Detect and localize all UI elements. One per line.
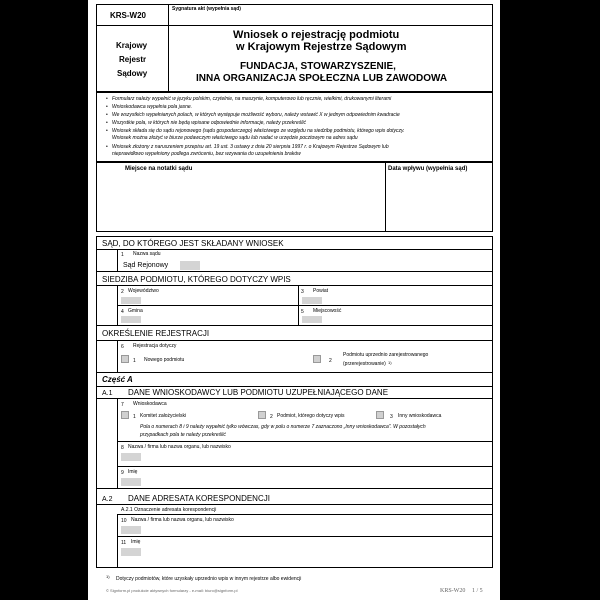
a1-title: DANE WNIOSKODAWCY LUB PODMIOTU UZUPEŁNIAJĄCEGO DANE	[128, 388, 389, 397]
footnote-text: Dotyczy podmiotów, które uzyskały uprzednio wpis w innym rejestrze albo ewidencji	[116, 576, 302, 582]
field-2-label: Województwo	[128, 288, 159, 294]
a1-opt3-num: 3	[390, 414, 393, 420]
court-notes-box	[96, 162, 493, 232]
a1-opt1-label: Komitet założycielski	[140, 413, 187, 419]
registry-line3: Sądowy	[117, 69, 148, 78]
field-3-num: 3	[301, 289, 304, 295]
instruction-8: nieprawidłowo wypełniony podlega zwróceniu, bez wzywania do uzupełnienia braków	[112, 151, 301, 157]
instruction-3: We wszystkich wypełnianych polach, w których występuje możliwość wyboru, należy wstawić X w jednym odpowiednim kwadracie	[112, 112, 400, 118]
a1-code: A.1	[102, 390, 113, 397]
registry-line2: Rejestr	[119, 55, 147, 64]
a1-opt1-num: 1	[133, 414, 136, 420]
part-a-title: Część A	[102, 375, 133, 384]
reg-opt1-label: Nowego podmiotu	[144, 357, 185, 363]
founding-committee-checkbox[interactable]	[121, 411, 129, 419]
applicant-name-input[interactable]	[121, 453, 141, 461]
field-4-num: 4	[121, 309, 124, 315]
reg-opt1-num: 1	[133, 358, 136, 364]
registry-line1: Krajowy	[116, 41, 148, 50]
a2-code: A.2	[102, 496, 113, 503]
a2-subtitle: A.2.1 Oznaczenie adresata korespondencji	[121, 507, 217, 513]
field-1-num: 1	[121, 252, 124, 258]
recipient-name-input[interactable]	[121, 526, 141, 534]
locality-input[interactable]	[302, 316, 322, 323]
instruction-6: Wniosek można złożyć w biurze podawczym właściwego sądu lub nadać w urzędzie pocztowym na adres sądu	[112, 135, 358, 141]
field-6-label: Rejestracja dotyczy	[133, 343, 177, 349]
court-name-input[interactable]	[180, 261, 200, 270]
signature-label: Sygnatura akt (wypełnia sąd)	[172, 6, 241, 12]
a1-opt2-num: 2	[270, 414, 273, 420]
field-9-label: Imię	[128, 469, 138, 475]
form-code: KRS-W20	[110, 11, 147, 20]
field-11-label: Imię	[131, 539, 141, 545]
subtitle-line2: INNA ORGANIZACJA SPOŁECZNA LUB ZAWODOWA	[196, 73, 448, 84]
page-number: 1 / 5	[472, 588, 483, 594]
copyright-text: © Signform.pl produkcie aktywnych formularzy - e-mail: biuro@signform.pl	[106, 588, 238, 593]
entity-checkbox[interactable]	[258, 411, 266, 419]
reg-opt2-num: 2	[329, 358, 332, 364]
court-notes-label: Miejsce na notatki sądu	[125, 166, 193, 172]
a1-opt2-label: Podmiot, którego dotyczy wpis	[277, 413, 345, 419]
field-8-num: 8	[121, 445, 124, 451]
county-input[interactable]	[302, 297, 322, 304]
field-1-label: Nazwa sądu	[133, 251, 161, 257]
section-seat-title: SIEDZIBA PODMIOTU, KTÓREGO DOTYCZY WPIS	[102, 275, 291, 284]
commune-input[interactable]	[121, 316, 141, 323]
field-9-num: 9	[121, 470, 124, 476]
receipt-date-label: Data wpływu (wypełnia sąd)	[388, 166, 468, 172]
instruction-4: Wszystkie pola, w których nie będą wpisane odpowiednie informacje, należy przekreślić	[112, 120, 306, 126]
instruction-5: Wniosek składa się do sądu rejonowego (sądu gospodarczego) właściwego ze względu na siedzibę podmiotu, którego wpis dotyczy.	[112, 128, 405, 134]
field-11-num: 11	[121, 540, 127, 546]
applicant-firstname-input[interactable]	[121, 478, 141, 486]
footer-form-code: KRS-W20	[440, 588, 466, 594]
field-1-value: Sąd Rejonowy	[123, 262, 169, 269]
instruction-1: Formularz należy wypełnić w języku polskim, czytelnie, na maszynie, komputerowo lub ręcznie, wielkimi, drukowanymi literami	[112, 96, 392, 102]
field-5-label: Miejscowość	[313, 308, 342, 314]
field-10-num: 10	[121, 518, 127, 524]
section-registration-title: OKREŚLENIE REJESTRACJI	[102, 329, 210, 338]
new-entity-checkbox[interactable]	[121, 355, 129, 363]
field-3-label: Powiat	[313, 288, 329, 294]
field-7-label: Wnioskodawca	[133, 401, 167, 407]
reregistration-checkbox[interactable]	[313, 355, 321, 363]
footnote-mark: 1)	[106, 574, 110, 579]
title-line2: w Krajowym Rejestrze Sądowym	[236, 41, 407, 53]
field-2-num: 2	[121, 289, 124, 295]
instruction-7: Wniosek złożony z naruszeniem przepisu art. 19 ust. 3 ustawy z dnia 20 sierpnia 1997 r. o Krajowym Rejestrze Sądowym lub	[112, 144, 389, 150]
recipient-firstname-input[interactable]	[121, 548, 141, 556]
field-8-label: Nazwa / firma lub nazwa organu, lub nazwisko	[128, 444, 231, 450]
field-7-num: 7	[121, 402, 124, 408]
a2-title: DANE ADRESATA KORESPONDENCJI	[128, 494, 270, 503]
field-6-num: 6	[121, 344, 124, 350]
instruction-2: Wnioskodawca wypełnia pola jasne.	[112, 104, 193, 110]
reg-opt2-footnote: 1)	[388, 360, 392, 365]
section-court-title: SĄD, DO KTÓREGO JEST SKŁADANY WNIOSEK	[102, 239, 284, 248]
voivodeship-input[interactable]	[121, 297, 141, 304]
reg-opt2-label-line1: Podmiotu uprzednio zarejestrowanego	[343, 352, 429, 358]
form-page: KRS-W20 Sygnatura akt (wypełnia sąd) Krajowy Rejestr Sądowy Wniosek o rejestrację podmiotu w Krajowym Rejestrze Sądowym FUNDACJA, STOWARZYSZENIE, INNA ORGANIZACJA SPOŁECZNA LUB ZAWODOWA • Formularz należy wypełnić w języku polskim, czytelnie, na maszynie, komputerowo lub ręcznie, wielkimi, drukowanymi literami • Wnioskodawca wypełnia pola jasne. • We wszystkich wypełnianych polach, w których występuje możliwość wyboru, należy wstawić X w jednym odpowiednim kwadracie • Wszystkie pola, w których nie będą wpisane odpowiednie informacje, należy przekreślić • Wniosek składa się do sądu rejonowego (sądu gospodarczego) właściwego ze względu na siedzibę podmiotu, którego wpis dotyczy. Wniosek można złożyć w biurze podawczym właściwego sądu lub nadać w urzędzie pocztowym na adres sądu • Wniosek złożony z naruszeniem przepisu art. 19 ust. 3 ustawy z dnia 20 sierpnia 1997 r. o Krajowym Rejestrze Sądowym lub nieprawidłowo wypełniony podlega zwróceniu, bez wzywania do uzupełnienia braków Miejsce na notatki sądu Data wpływu (wypełnia sąd) SĄD, DO KTÓREGO JEST SKŁADANY WNIOSEK 1 Nazwa sądu Sąd Rejonowy SIEDZIBA PODMIOTU, KTÓREGO DOTYCZY WPIS 2 Województwo 3 Powiat 4 Gmina 5 Miejscowość OKREŚLENIE REJESTRACJI 6 Rejestracja dotyczy 1 Nowego podmiotu 2 Podmiotu uprzednio zarejestrowanego (przerejestrowanie) 1) Część A A.1 DANE WNIOSKODAWCY LUB PODMIOTU UZUPEŁNIAJĄCEGO DANE 7 Wnioskodawca 1 Komitet założycielski 2 Podmiot, którego dotyczy wpis 3 Inny wnioskodawca Pola o numerach 8 i 9 należy wypełnić tylko wówczas, gdy w polu o numerze 7 zaznaczono „Inny wnioskodawca”. W pozostałych przypadkach pola te należy przekreślić 8 Nazwa / firma lub nazwa organu, lub nazwisko 9 Imię A.2 DANE ADRESATA KORESPONDENCJI A.2.1 Oznaczenie adresata korespondencji 10 Nazwa / firma lub nazwa organu, lub nazwisko 11 Imię 1) Dotyczy podmiotów, które uzyskały uprzednio wpis w innym rejestrze albo ewidencji © Signform.pl produkcie aktywnych formularzy - e-mail: biuro@signform.pl KRS-W20 1 / 5	[88, 0, 500, 600]
subtitle-line1: FUNDACJA, STOWARZYSZENIE,	[240, 61, 396, 72]
title-line1: Wniosek o rejestrację podmiotu	[233, 29, 400, 41]
field-10-label: Nazwa / firma lub nazwa organu, lub nazwisko	[131, 517, 234, 523]
a1-note-line2: przypadkach pola te należy przekreślić	[140, 432, 226, 438]
other-applicant-checkbox[interactable]	[376, 411, 384, 419]
field-5-num: 5	[301, 309, 304, 315]
field-4-label: Gmina	[128, 308, 143, 314]
a1-note-line1: Pola o numerach 8 i 9 należy wypełnić tylko wówczas, gdy w polu o numerze 7 zaznaczono „Inny wnioskodawca”. W pozostałych	[140, 424, 426, 430]
reg-opt2-label-line2: (przerejestrowanie)	[343, 361, 386, 367]
a1-opt3-label: Inny wnioskodawca	[398, 413, 442, 419]
